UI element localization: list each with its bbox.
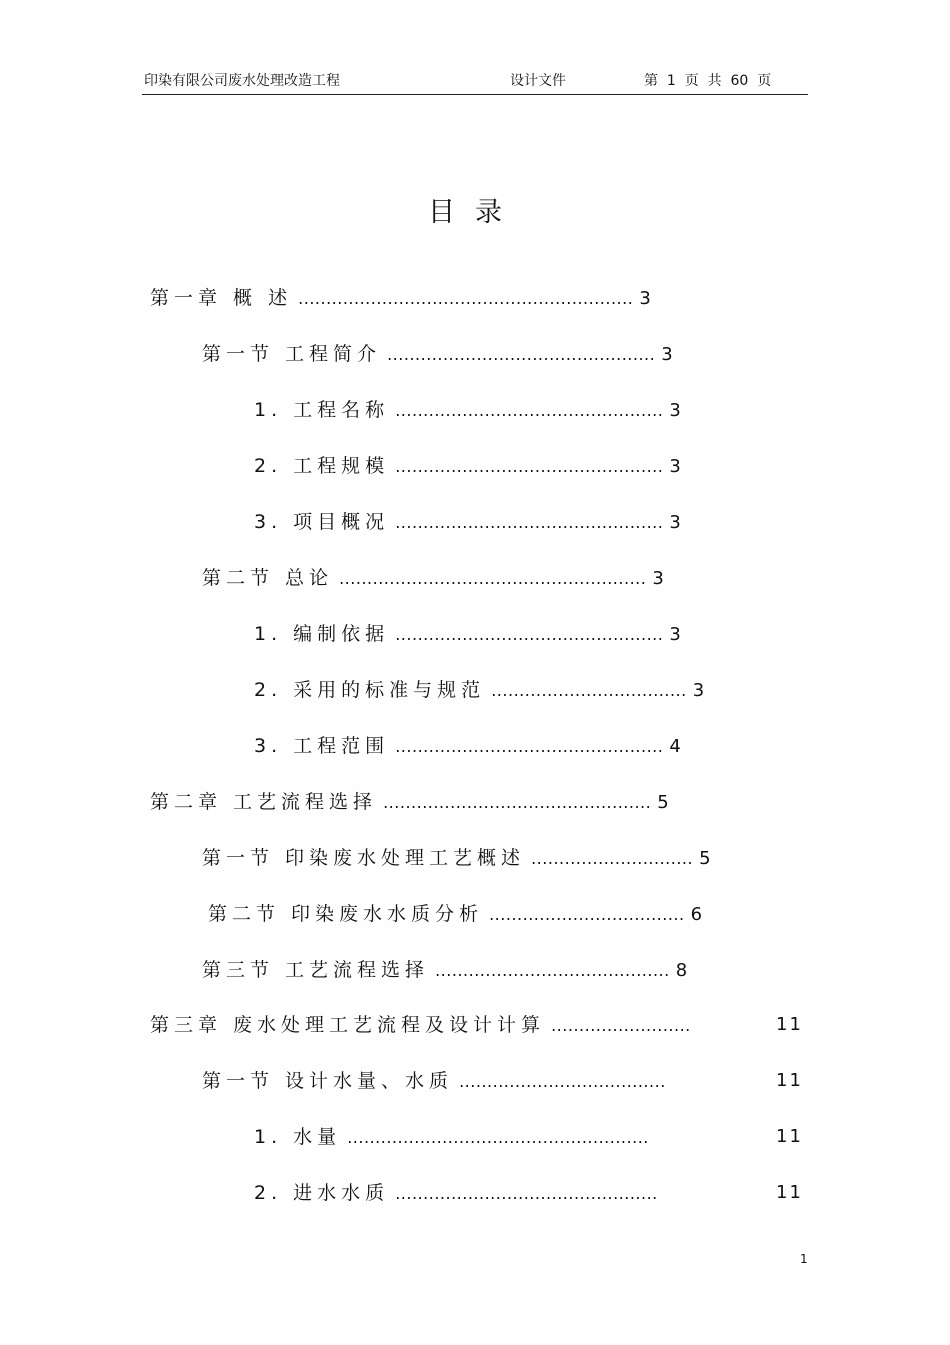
toc-dots: ................................... [489, 905, 685, 924]
toc-page: 8 [675, 960, 688, 981]
toc-dots: ................................................ [395, 457, 664, 476]
header-page-info: 第 1 页 共 60 页 [644, 73, 772, 89]
toc-page: 6 [690, 904, 703, 925]
toc-page: 11 [776, 1126, 803, 1147]
toc-label: 3. 工程范围 [254, 735, 390, 757]
page-header [142, 68, 808, 95]
page-title: 目录 [428, 197, 522, 228]
toc-page: 11 [776, 1182, 803, 1203]
toc-page: 11 [776, 1070, 803, 1091]
toc-page: 4 [669, 736, 681, 757]
toc-dots: ............................. [531, 849, 694, 868]
toc-entry[interactable] [254, 675, 704, 705]
toc-label: 第一节 工程简介 [202, 343, 382, 365]
toc-entry[interactable] [254, 619, 681, 649]
toc-dots: ......................... [551, 1016, 691, 1035]
toc-entry[interactable] [202, 339, 673, 369]
toc-dots: ................................................ [387, 345, 656, 364]
toc-label: 第一章 概 述 [150, 287, 293, 309]
toc-page: 3 [661, 344, 673, 365]
toc-label: 2. 进水水质 [254, 1182, 390, 1204]
toc-page: 3 [669, 400, 681, 421]
toc-entry[interactable] [202, 955, 687, 985]
toc-dots: ............................................... [395, 1184, 658, 1203]
toc-page: 3 [669, 512, 681, 533]
toc-entry[interactable] [202, 563, 664, 593]
toc-label: 1. 编制依据 [254, 623, 390, 645]
toc-label: 第二章 工艺流程选择 [150, 791, 378, 813]
toc-dots: ................................................ [395, 625, 664, 644]
toc-dots: ............................................................ [298, 289, 634, 308]
toc-label: 1. 水量 [254, 1126, 342, 1148]
toc-entry[interactable] [254, 1122, 810, 1152]
toc-page: 11 [776, 1014, 803, 1035]
toc-dots: ................................... [491, 681, 687, 700]
header-doc-type: 设计文件 [510, 73, 566, 89]
toc-page: 3 [669, 624, 681, 645]
toc-page: 5 [699, 848, 711, 869]
toc-label: 2. 采用的标准与规范 [254, 679, 486, 701]
toc-label: 第三章 废水处理工艺流程及设计计算 [150, 1014, 546, 1036]
toc-label: 第一节 设计水量、水质 [202, 1070, 454, 1092]
toc-entry[interactable] [150, 1010, 810, 1040]
toc-entry[interactable] [202, 1066, 810, 1096]
toc-entry[interactable] [254, 731, 681, 761]
toc-entry[interactable] [202, 843, 711, 873]
toc-entry[interactable] [254, 451, 681, 481]
toc-label: 1. 工程名称 [254, 399, 390, 421]
toc-page: 3 [669, 456, 681, 477]
toc-page: 3 [639, 288, 651, 309]
header-project-name: 印染有限公司废水处理改造工程 [144, 73, 340, 89]
toc-entry[interactable] [254, 395, 681, 425]
toc-label: 3. 项目概况 [254, 511, 390, 533]
toc-entry[interactable] [254, 507, 681, 537]
footer-page-number: 1 [800, 1252, 808, 1266]
toc-dots: ....................................................... [339, 569, 647, 588]
toc-entry[interactable] [150, 787, 669, 817]
toc-page: 3 [692, 680, 705, 701]
toc-entry[interactable] [208, 899, 702, 929]
toc-dots: ................................................ [395, 737, 664, 756]
toc-dots: ...................................................... [347, 1128, 649, 1147]
toc-label: 第二节 总论 [202, 567, 334, 589]
toc-label: 第三节 工艺流程选择 [202, 959, 430, 981]
toc-label: 2. 工程规模 [254, 455, 390, 477]
toc-page: 5 [657, 792, 669, 813]
toc-label: 第二节 印染废水水质分析 [208, 903, 484, 925]
toc-entry[interactable] [150, 283, 651, 313]
toc-label: 第一节 印染废水处理工艺概述 [202, 847, 526, 869]
toc-dots: ................................................ [395, 401, 664, 420]
toc-entry[interactable] [254, 1178, 810, 1208]
toc-dots: ..................................... [459, 1072, 666, 1091]
toc-dots: ................................................ [383, 793, 652, 812]
toc-dots: ................................................ [395, 513, 664, 532]
toc-page: 3 [652, 568, 664, 589]
toc-dots: .......................................... [435, 961, 670, 980]
